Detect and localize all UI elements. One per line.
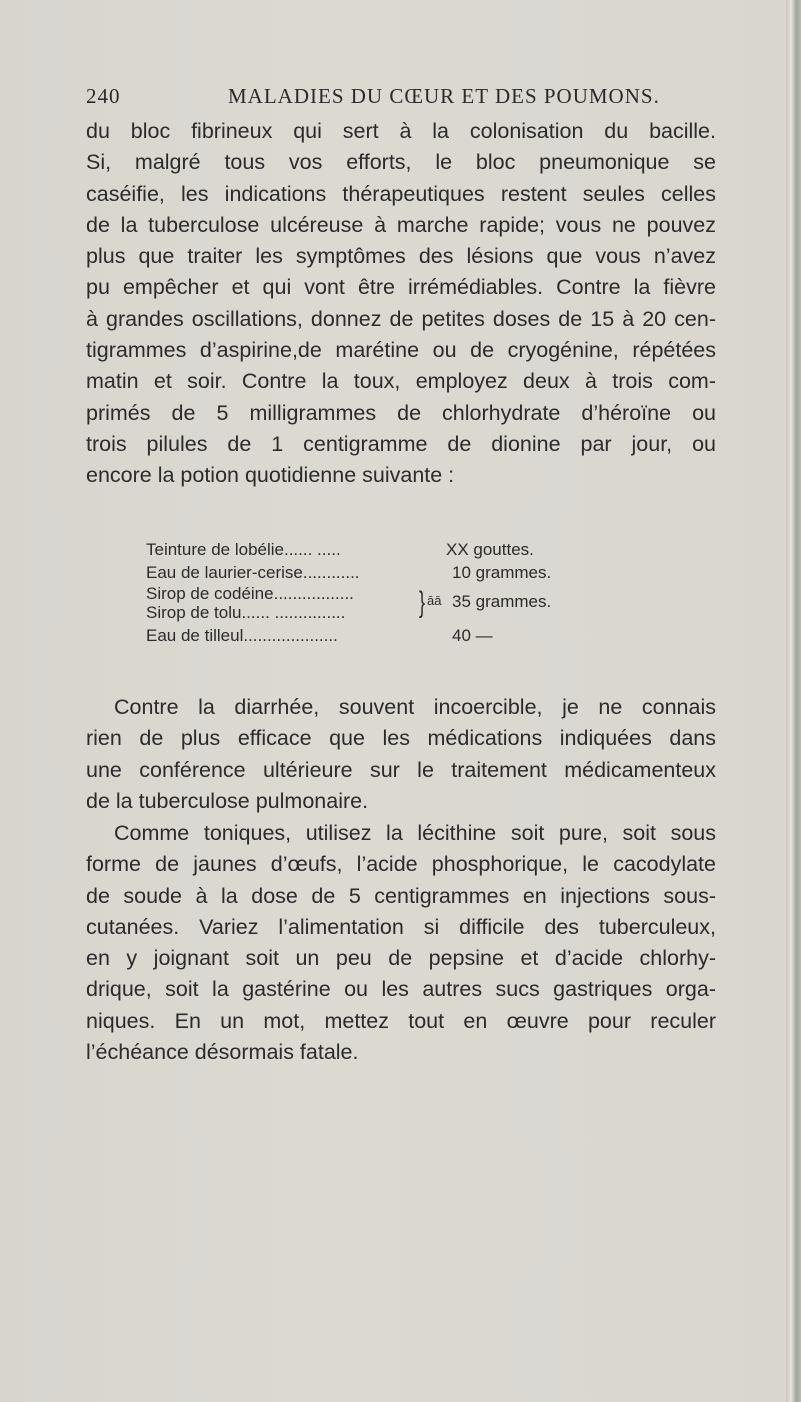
quantity: 10 grammes. [452, 563, 552, 582]
text-line: tigrammes d’aspirine,de marétine ou de cryogénine, répétées [86, 338, 716, 363]
text-line: matin et soir. Contre la toux, employez deux à trois com- [86, 369, 716, 394]
formula-row [146, 624, 746, 647]
page-number: 240 [86, 84, 121, 108]
quantity: XX gouttes. [446, 540, 534, 559]
text-line: une conférence ultérieure sur le traitement médicamenteux [86, 757, 716, 782]
ingredient: Sirop de tolu...... ............... [146, 603, 346, 622]
text-line: pu empêcher et qui vont être irrémédiables. Contre la fièvre [86, 275, 716, 300]
text-line: Comme toniques, utilisez la lécithine soit pure, soit sous [114, 821, 716, 845]
formula-row [146, 603, 746, 622]
formula-row [146, 561, 746, 584]
ingredient: Teinture de lobélie...... ..... [146, 540, 341, 559]
ingredient: Sirop de codéine................. [146, 584, 354, 603]
text-line: niques. En un mot, mettez tout en œuvre pour reculer [86, 1008, 716, 1033]
text-line: Si, malgré tous vos efforts, le bloc pneumonique se [86, 150, 716, 175]
text-line: à grandes oscillations, donnez de petites doses de 15 à 20 cen- [86, 306, 716, 331]
ingredient: Eau de tilleul.................... [146, 626, 338, 645]
paragraph-1 [86, 116, 716, 492]
quantity: 40 — [452, 626, 493, 645]
text-line: Contre la diarrhée, souvent incoercible, je ne connais [114, 695, 716, 719]
text-line: plus que traiter les symptômes des lésions que vous n’avez [86, 244, 716, 269]
text-line: trois pilules de 1 centigramme de dionine par jour, ou [86, 431, 716, 456]
text-line: caséifie, les indications thérapeutiques restent seules celles [86, 181, 716, 206]
text-line: primés de 5 milligrammes de chlorhydrate d’héroïne ou [86, 400, 716, 425]
running-title: MALADIES DU CŒUR ET DES POUMONS. [228, 84, 660, 108]
page-edge [786, 0, 801, 1402]
paragraph-2 [86, 692, 716, 817]
text-line: rien de plus efficace que les médications indiquées dans [86, 726, 716, 751]
text-line: l’échéance désormais fatale. [86, 1040, 359, 1065]
text-line: de la tuberculose pulmonaire. [86, 788, 369, 813]
formula-group [146, 584, 746, 624]
grouped-quantity: 35 grammes. [452, 592, 552, 611]
text-line: en y joignant soit un peu de pepsine et d’acide chlorhy- [86, 946, 716, 971]
brace-icon: } [419, 586, 426, 619]
text-line: encore la potion quotidienne suivante : [86, 463, 455, 488]
formula-row [146, 538, 746, 561]
text-line: cutanées. Variez l’alimentation si difficile des tuberculeux, [86, 914, 716, 939]
formula-row [146, 584, 746, 603]
text-line: forme de jaunes d’œufs, l’acide phosphorique, le cacodylate [86, 852, 716, 877]
ingredient: Eau de laurier-cerise............ [146, 563, 360, 582]
text-line: drique, soit la gastérine ou les autres sucs gastriques orga- [86, 977, 716, 1002]
ana-marker: āā [427, 593, 442, 608]
text-line: du bloc fibrineux qui sert à la colonisation du bacille. [86, 119, 716, 143]
text-line: de la tuberculose ulcéreuse à marche rapide; vous ne pouvez [86, 212, 716, 237]
paragraph-3 [86, 818, 716, 1068]
text-line: de soude à la dose de 5 centigrammes en injections sous- [86, 883, 716, 908]
prescription-formula [146, 538, 746, 647]
